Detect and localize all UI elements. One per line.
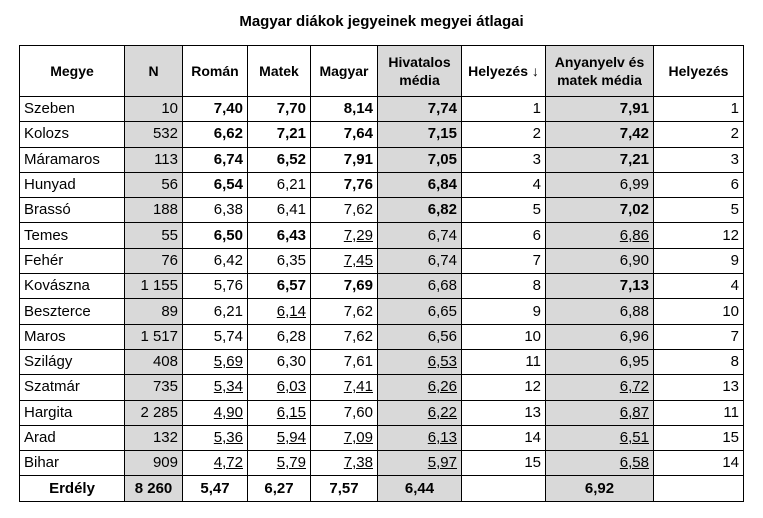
cell-anyanyelv: 6,99 — [546, 172, 654, 197]
cell-helyezes2: 11 — [654, 400, 744, 425]
table-body — [20, 97, 744, 476]
total-helyezes2 — [654, 476, 744, 502]
total-hivatalos-media: 6,44 — [378, 476, 462, 502]
cell-helyezes1: 10 — [462, 324, 546, 349]
table-row — [20, 97, 744, 122]
cell-roman — [183, 349, 248, 374]
cell-magyar — [311, 425, 378, 450]
cell-helyezes1: 3 — [462, 147, 546, 172]
cell-matek: 7,21 — [248, 122, 311, 147]
header-row — [20, 46, 744, 97]
total-row — [20, 476, 744, 502]
cell-magyar: 7,69 — [311, 274, 378, 299]
cell-matek: 6,28 — [248, 324, 311, 349]
cell-matek — [248, 400, 311, 425]
cell-anyanyelv — [546, 375, 654, 400]
total-magyar: 7,57 — [311, 476, 378, 502]
underlined-value: 6,22 — [427, 403, 457, 421]
cell-megye: Hargita — [20, 400, 125, 425]
table-row — [20, 451, 744, 476]
cell-hivatalos — [378, 451, 462, 476]
cell-helyezes2: 5 — [654, 198, 744, 223]
underlined-value: 5,79 — [276, 454, 306, 472]
header-n: N — [125, 46, 183, 97]
cell-megye: Szeben — [20, 97, 125, 122]
cell-n: 188 — [125, 198, 183, 223]
cell-matek — [248, 375, 311, 400]
cell-helyezes1: 2 — [462, 122, 546, 147]
cell-n: 55 — [125, 223, 183, 248]
underlined-value: 6,03 — [276, 378, 306, 396]
cell-matek: 6,43 — [248, 223, 311, 248]
cell-magyar — [311, 451, 378, 476]
cell-hivatalos — [378, 375, 462, 400]
cell-matek: 6,21 — [248, 172, 311, 197]
underlined-value: 5,69 — [213, 353, 243, 371]
cell-n: 1 517 — [125, 324, 183, 349]
cell-helyezes2: 2 — [654, 122, 744, 147]
cell-megye: Temes — [20, 223, 125, 248]
cell-roman — [183, 400, 248, 425]
cell-helyezes2: 15 — [654, 425, 744, 450]
underlined-value: 7,09 — [343, 429, 373, 446]
cell-n: 113 — [125, 147, 183, 172]
cell-n: 132 — [125, 425, 183, 450]
cell-roman: 6,54 — [183, 172, 248, 197]
cell-n: 76 — [125, 248, 183, 273]
cell-helyezes2: 6 — [654, 172, 744, 197]
cell-helyezes1: 12 — [462, 375, 546, 400]
total-n: 8 260 — [125, 476, 183, 502]
header-helyezes-sorted: Helyezés ↓ — [462, 46, 546, 97]
underlined-value: 6,51 — [619, 429, 649, 446]
header-megye: Megye — [20, 46, 125, 97]
cell-n: 1 155 — [125, 274, 183, 299]
cell-matek: 7,70 — [248, 97, 311, 122]
total-helyezes1 — [462, 476, 546, 502]
cell-helyezes2: 10 — [654, 299, 744, 324]
cell-hivatalos: 6,82 — [378, 198, 462, 223]
underlined-value: 7,45 — [343, 251, 373, 269]
underlined-value: 6,13 — [427, 429, 457, 446]
cell-megye: Máramaros — [20, 147, 125, 172]
cell-n: 89 — [125, 299, 183, 324]
table-row — [20, 274, 744, 299]
underlined-value: 7,38 — [343, 454, 373, 472]
cell-magyar: 7,64 — [311, 122, 378, 147]
cell-anyanyelv: 7,42 — [546, 122, 654, 147]
cell-matek — [248, 299, 311, 324]
table-row — [20, 349, 744, 374]
total-anyanyelv-matek-media: 6,92 — [546, 476, 654, 502]
cell-helyezes2: 3 — [654, 147, 744, 172]
cell-magyar: 7,91 — [311, 147, 378, 172]
cell-helyezes2: 12 — [654, 223, 744, 248]
cell-helyezes2: 1 — [654, 97, 744, 122]
cell-hivatalos: 7,05 — [378, 147, 462, 172]
cell-helyezes1: 9 — [462, 299, 546, 324]
underlined-value: 6,86 — [619, 226, 649, 244]
cell-matek: 6,41 — [248, 198, 311, 223]
underlined-value: 6,87 — [619, 403, 649, 421]
cell-roman: 5,74 — [183, 324, 248, 349]
underlined-value: 5,94 — [276, 429, 306, 446]
underlined-value: 6,53 — [427, 353, 457, 371]
cell-megye: Fehér — [20, 248, 125, 273]
table-row — [20, 400, 744, 425]
cell-helyezes2: 9 — [654, 248, 744, 273]
cell-anyanyelv: 6,88 — [546, 299, 654, 324]
cell-megye: Szilágy — [20, 349, 125, 374]
cell-megye: Beszterce — [20, 299, 125, 324]
cell-magyar: 7,61 — [311, 349, 378, 374]
table-row — [20, 375, 744, 400]
table-row — [20, 223, 744, 248]
underlined-value: 7,29 — [343, 226, 373, 244]
cell-roman: 5,76 — [183, 274, 248, 299]
cell-n: 408 — [125, 349, 183, 374]
cell-anyanyelv: 6,95 — [546, 349, 654, 374]
cell-roman: 7,40 — [183, 97, 248, 122]
cell-helyezes1: 1 — [462, 97, 546, 122]
table-row — [20, 299, 744, 324]
header-helyezes: Helyezés — [654, 46, 744, 97]
cell-hivatalos — [378, 400, 462, 425]
cell-anyanyelv — [546, 451, 654, 476]
total-megye: Erdély — [20, 476, 125, 502]
cell-hivatalos: 6,74 — [378, 248, 462, 273]
table-row — [20, 198, 744, 223]
header-matek: Matek — [248, 46, 311, 97]
cell-anyanyelv — [546, 223, 654, 248]
cell-n: 10 — [125, 97, 183, 122]
table-row — [20, 248, 744, 273]
underlined-value: 6,58 — [619, 454, 649, 472]
cell-helyezes2: 13 — [654, 375, 744, 400]
cell-matek — [248, 425, 311, 450]
cell-hivatalos: 7,74 — [378, 97, 462, 122]
underlined-value: 6,72 — [619, 378, 649, 396]
county-averages-table — [19, 45, 744, 502]
underlined-value: 4,72 — [213, 454, 243, 472]
cell-magyar: 7,76 — [311, 172, 378, 197]
cell-helyezes2: 14 — [654, 451, 744, 476]
cell-megye: Szatmár — [20, 375, 125, 400]
underlined-value: 4,90 — [213, 403, 243, 421]
cell-megye: Arad — [20, 425, 125, 450]
cell-roman — [183, 375, 248, 400]
cell-megye: Maros — [20, 324, 125, 349]
cell-anyanyelv: 7,13 — [546, 274, 654, 299]
cell-matek: 6,35 — [248, 248, 311, 273]
cell-helyezes1: 11 — [462, 349, 546, 374]
cell-magyar — [311, 223, 378, 248]
cell-n: 735 — [125, 375, 183, 400]
cell-anyanyelv: 6,96 — [546, 324, 654, 349]
cell-matek: 6,52 — [248, 147, 311, 172]
cell-matek: 6,30 — [248, 349, 311, 374]
cell-megye: Brassó — [20, 198, 125, 223]
cell-magyar: 7,62 — [311, 324, 378, 349]
cell-n: 532 — [125, 122, 183, 147]
cell-helyezes1: 15 — [462, 451, 546, 476]
cell-anyanyelv: 7,21 — [546, 147, 654, 172]
cell-roman: 6,50 — [183, 223, 248, 248]
table-row — [20, 122, 744, 147]
cell-megye: Hunyad — [20, 172, 125, 197]
underlined-value: 5,34 — [213, 378, 243, 396]
cell-magyar: 8,14 — [311, 97, 378, 122]
cell-hivatalos: 7,15 — [378, 122, 462, 147]
cell-anyanyelv: 7,02 — [546, 198, 654, 223]
cell-helyezes1: 13 — [462, 400, 546, 425]
cell-magyar — [311, 375, 378, 400]
cell-magyar: 7,62 — [311, 198, 378, 223]
cell-megye: Bihar — [20, 451, 125, 476]
table-row — [20, 425, 744, 450]
cell-roman: 6,42 — [183, 248, 248, 273]
cell-roman: 6,62 — [183, 122, 248, 147]
underlined-value: 6,14 — [276, 302, 306, 320]
underlined-value: 5,97 — [427, 454, 457, 472]
underlined-value: 5,36 — [213, 429, 243, 446]
cell-magyar: 7,62 — [311, 299, 378, 324]
header-magyar: Magyar — [311, 46, 378, 97]
header-anyanyelv-matek-media: Anyanyelv és matek média — [546, 46, 654, 97]
cell-roman — [183, 425, 248, 450]
underlined-value: 6,15 — [276, 403, 306, 421]
cell-helyezes1: 5 — [462, 198, 546, 223]
table-title: Magyar diákok jegyeinek megyei átlagai — [239, 13, 524, 30]
cell-helyezes1: 14 — [462, 425, 546, 450]
cell-hivatalos: 6,68 — [378, 274, 462, 299]
cell-hivatalos: 6,74 — [378, 223, 462, 248]
cell-hivatalos: 6,65 — [378, 299, 462, 324]
cell-helyezes2: 7 — [654, 324, 744, 349]
cell-helyezes1: 6 — [462, 223, 546, 248]
cell-anyanyelv — [546, 400, 654, 425]
cell-helyezes1: 8 — [462, 274, 546, 299]
cell-matek: 6,57 — [248, 274, 311, 299]
underlined-value: 6,26 — [427, 378, 457, 396]
header-roman: Román — [183, 46, 248, 97]
cell-helyezes1: 4 — [462, 172, 546, 197]
cell-roman — [183, 451, 248, 476]
cell-anyanyelv: 6,90 — [546, 248, 654, 273]
cell-helyezes2: 4 — [654, 274, 744, 299]
table-row — [20, 324, 744, 349]
cell-n: 909 — [125, 451, 183, 476]
cell-megye: Kolozs — [20, 122, 125, 147]
cell-hivatalos — [378, 425, 462, 450]
cell-roman: 6,38 — [183, 198, 248, 223]
cell-anyanyelv — [546, 425, 654, 450]
cell-roman: 6,74 — [183, 147, 248, 172]
underlined-value: 7,41 — [343, 378, 373, 396]
table-row — [20, 172, 744, 197]
cell-n: 2 285 — [125, 400, 183, 425]
total-roman: 5,47 — [183, 476, 248, 502]
cell-n: 56 — [125, 172, 183, 197]
cell-hivatalos: 6,56 — [378, 324, 462, 349]
cell-magyar: 7,60 — [311, 400, 378, 425]
total-matek: 6,27 — [248, 476, 311, 502]
table-row — [20, 147, 744, 172]
cell-hivatalos: 6,84 — [378, 172, 462, 197]
cell-helyezes1: 7 — [462, 248, 546, 273]
cell-helyezes2: 8 — [654, 349, 744, 374]
cell-megye: Kovászna — [20, 274, 125, 299]
cell-anyanyelv: 7,91 — [546, 97, 654, 122]
cell-hivatalos — [378, 349, 462, 374]
header-hivatalos-media: Hivatalos média — [378, 46, 462, 97]
cell-roman: 6,21 — [183, 299, 248, 324]
cell-magyar — [311, 248, 378, 273]
cell-matek — [248, 451, 311, 476]
